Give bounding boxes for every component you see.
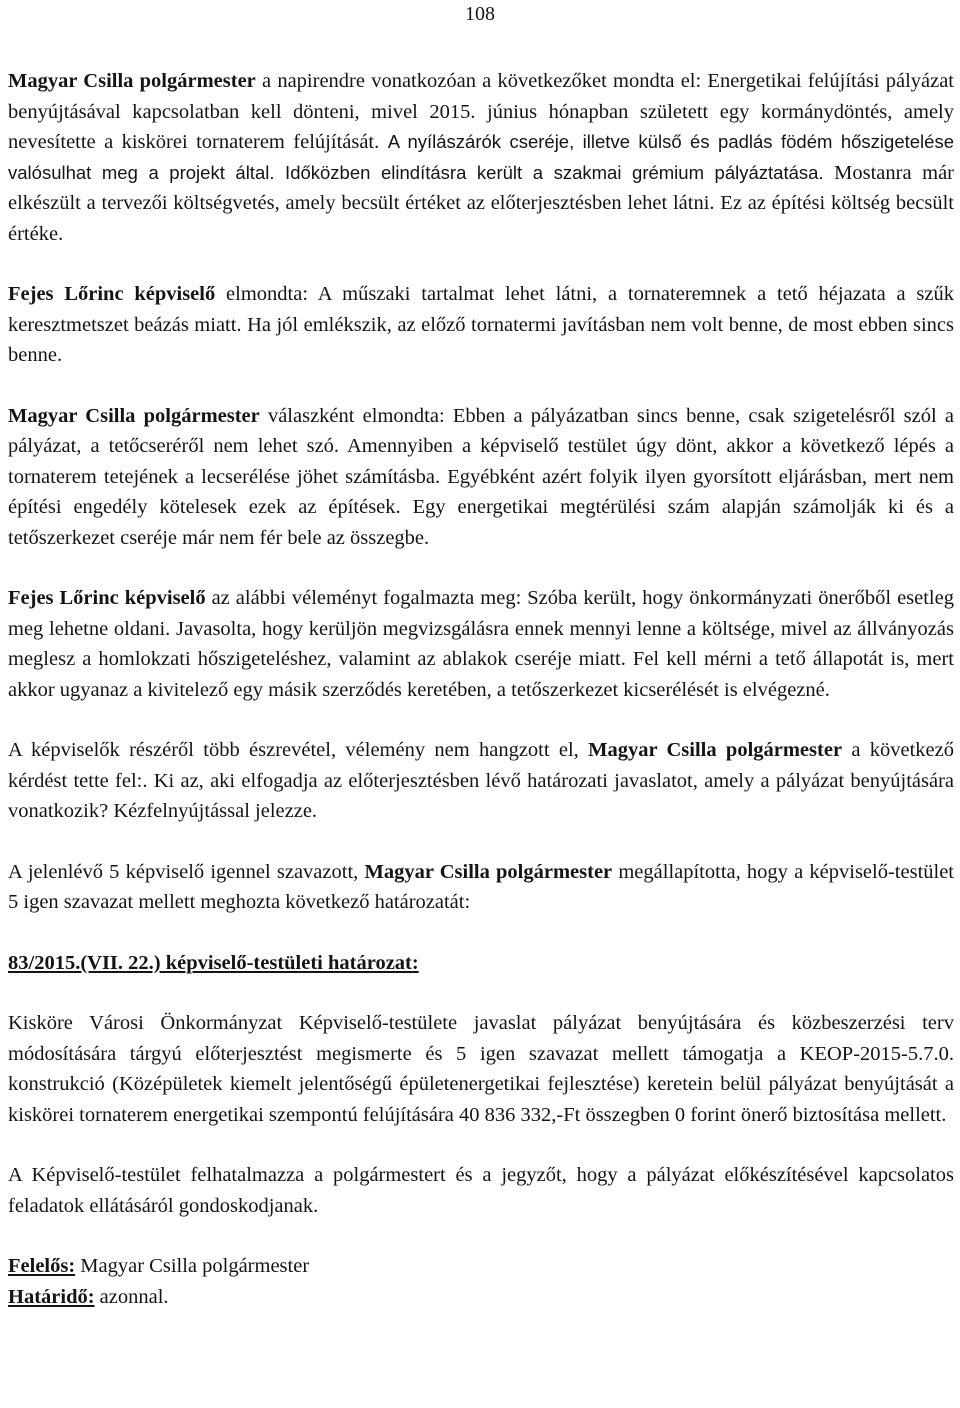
paragraph-text: megállapította, hogy a képviselő-testület 5 igen szavazat mellett meghozta következő határozatát: [8,860,955,913]
document-body [8,66,954,1312]
paragraph-text: az alábbi véleményt fogalmazta meg: Szóba került, hogy önkormányzati önerőből esetleg meg lehetne oldani. Javasolta, hogy kerüljön megvizsgálásra ennek mennyi lenne a költsége, mivel az állványozás meglesz a homlokzati hőszigeteléshez, valamint az ablakok cseréje miatt. Fel kell mérni a tető állapotát is, mert akkor ugyanaz a kivitelező egy másik szerződés keretében, a tetőszerkezet kicserélését is elvégezné. [8,587,954,701]
paragraph-resolution-body: Kisköre Városi Önkormányzat Képviselő-testülete javaslat pályázat benyújtására és közbeszerzési terv módosítására tárgyú előterjesztést megismerte és 5 igen szavazat mellett támogatja a KEOP-2015-5.7.0. konstrukció (Középületek kiemelt jelentőségű épületenergetikai fejlesztése) keretein belül pályázat benyújtását a kiskörei tornaterem energetikai szempontú felújítására 40 836 332,-Ft összegben 0 forint önerő biztosítása mellett. [8,1012,954,1126]
resolution-heading: 83/2015.(VII. 22.) képviselő-testületi határozat: [8,951,419,974]
deadline-line [8,1282,954,1313]
page-number: 108 [465,3,495,25]
speaker-name: Magyar Csilla polgármester [588,739,843,761]
responsible-label: Felelős: [8,1255,76,1277]
speaker-name: Fejes Lőrinc képviselő [8,283,216,305]
paragraph-text: elmondta: A műszaki tartalmat lehet látni, a tornateremnek a tető héjazata a szűk keresztmetszet beázás miatt. Ha jól emlékszik, az előző tornatermi javításban nem volt benne, de most ebben sincs benne. [8,283,954,366]
speaker-name: Magyar Csilla polgármester [8,404,260,427]
paragraph-text: válaszként elmondta: Ebben a pályázatban sincs benne, csak szigetelésről szól a pályázat, a tetőcseréről nem lehet szó. Amennyiben a képviselő testület úgy dönt, akkor a következő lépés a tornaterem tetejének a lecserélése jöhet számításba. Egyébként azért folyik ilyen gyorsított eljárásban, mert nem építési engedély kötelesek ezek az építések. Egy energetikai megtérülési szám alapján számolják ki és a tetőszerkezet cseréje már nem fér bele az összegbe. [8,404,954,549]
responsible-line [8,1251,954,1282]
paragraph-text: a napirendre vonatkozóan a következőket mondta el: Energetikai felújítási pályázat benyújtásával kapcsolatban kell dönteni, mivel 2015. június hónapban született egy kormánydöntés, amely nevesítette a kiskörei tornaterem felújítását. [8,70,955,153]
paragraph-text: A képviselők részéről több észrevétel, vélemény nem hangzott el, [8,739,589,761]
paragraph-vote-question [8,735,954,827]
speaker-name: Fejes Lőrinc képviselő [8,587,206,609]
deadline-label: Határidő: [8,1285,95,1308]
speaker-name: Magyar Csilla polgármester [364,860,613,883]
paragraph-authorization: A Képviselő-testület felhatalmazza a polgármestert és a jegyzőt, hogy a pályázat előkészítésével kapcsolatos feladatok ellátásáról gondoskodjanak. [8,1164,954,1217]
paragraph-text-sans: A nyílászárók cseréje, illetve külső és padlás födém hőszigetelése valósulhat meg a projekt által. Időközben elindításra került a szakmai grémium pályáztatása. [8,131,954,183]
paragraph-fejes-1 [8,279,954,371]
paragraph-fejes-2 [8,583,954,705]
paragraph-mayor-reply [8,401,954,554]
responsible-value: Magyar Csilla polgármester [75,1255,310,1277]
paragraph-mayor-intro [8,66,954,249]
paragraph-text: a következő kérdést tette fel:. Ki az, aki elfogadja az előterjesztésben lévő határozati javaslatot, amely a pályázat benyújtására vonatkozik? Kézfelnyújtással jelezze. [8,739,954,822]
deadline-value: azonnal. [94,1285,169,1308]
speaker-name: Magyar Csilla polgármester [8,70,256,92]
paragraph-text: Mostanra már elkészült a tervezői költségvetés, amely becsült értéket az előterjesztésben lehet látni. Ez az építési költség becsült értéke. [8,161,954,245]
paragraph-vote-result [8,857,954,918]
paragraph-text: A jelenlévő 5 képviselő igennel szavazott, [8,860,365,883]
